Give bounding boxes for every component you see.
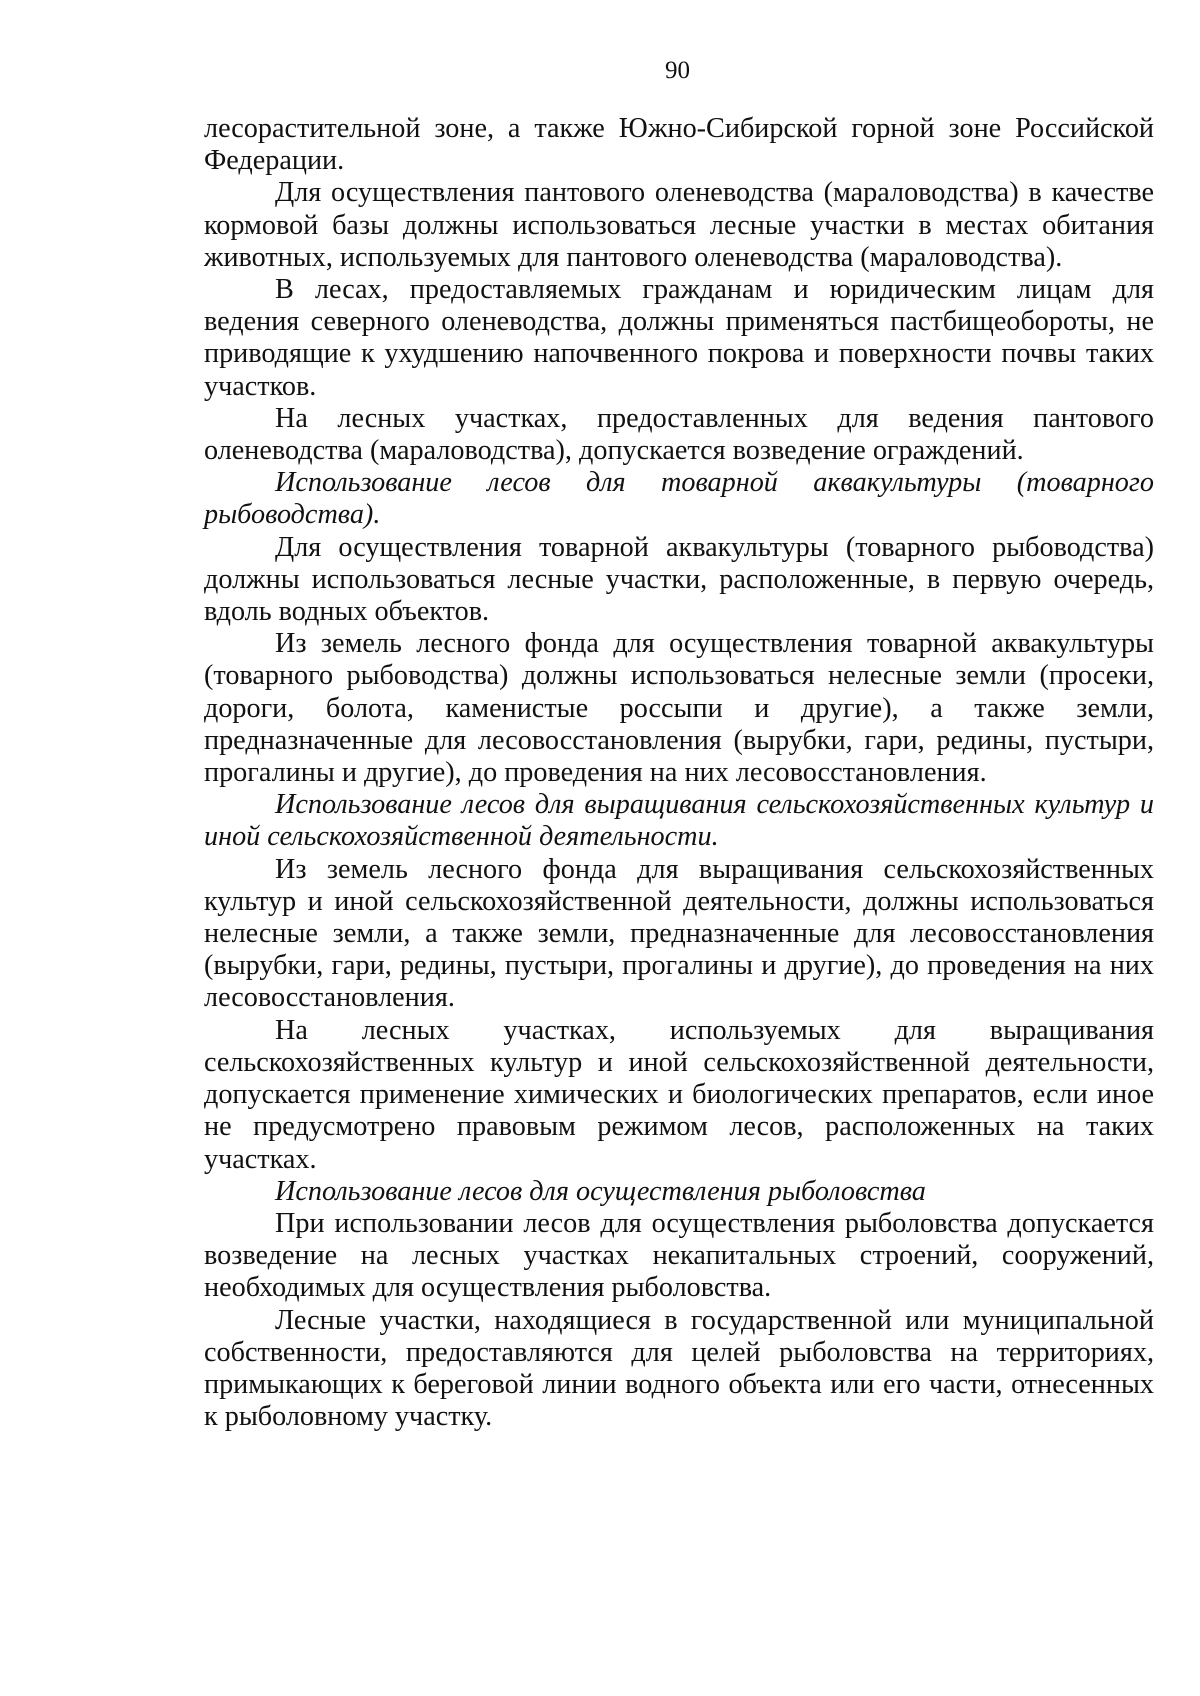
paragraph: Из земель лесного фонда для осуществления товарной аквакультуры (товарного рыбоводства) должны использоваться нелесные земли (просеки, дороги, болота, каменистые россыпи и другие), а также земли, предназначенные для лесовосстановления (вырубки, гари, редины, пустыри, прогалины и другие), до проведения на них лесовосстановления. — [204, 628, 1154, 789]
paragraph-continuation: лесорастительной зоне, а также Южно-Сибирской горной зоне Российской Федерации. — [204, 113, 1154, 177]
paragraph: При использовании лесов для осуществления рыболовства допускается возведение на лесных участках некапитальных строений, сооружений, необходимых для осуществления рыболовства. — [204, 1207, 1154, 1304]
page-number: 90 — [665, 57, 690, 84]
paragraph: На лесных участках, используемых для выращивания сельскохозяйственных культур и иной сельскохозяйственной деятельности, допускается применение химических и биологических препаратов, если иное не предусмотрено правовым режимом лесов, расположенных на таких участках. — [204, 1014, 1154, 1175]
paragraph: Лесные участки, находящиеся в государственной или муниципальной собственности, предоставляются для целей рыболовства на территориях, примыкающих к береговой линии водного объекта или его части, отнесенных к рыболовному участку. — [204, 1304, 1154, 1433]
paragraph: На лесных участках, предоставленных для ведения пантового оленеводства (мараловодства), допускается возведение ограждений. — [204, 402, 1154, 467]
paragraph: Для осуществления пантового оленеводства (мараловодства) в качестве кормовой базы должны использоваться лесные участки в местах обитания животных, используемых для пантового оленеводства (мараловодства). — [204, 177, 1154, 273]
section-heading-aquaculture: Использование лесов для товарной аквакультуры (товарного рыбоводства). — [204, 467, 1154, 531]
section-heading-agriculture: Использование лесов для выращивания сельскохозяйственных культур и иной сельскохозяйственной деятельности. — [204, 789, 1154, 853]
paragraph: В лесах, предоставляемых гражданам и юридическим лицам для ведения северного оленеводства, должны применяться пастбищеобороты, не приводящие к ухудшению напочвенного покрова и поверхности почвы таких участков. — [204, 274, 1154, 402]
document-body — [204, 113, 1154, 1433]
paragraph: Для осуществления товарной аквакультуры (товарного рыбоводства) должны использоваться лесные участки, расположенные, в первую очередь, вдоль водных объектов. — [204, 531, 1154, 628]
section-heading-fishing: Использование лесов для осуществления рыболовства — [275, 1175, 926, 1207]
paragraph: Из земель лесного фонда для выращивания сельскохозяйственных культур и иной сельскохозяйственной деятельности, должны использоваться нелесные земли, а также земли, предназначенные для лесовосстановления (вырубки, гари, редины, пустыри, прогалины и другие), до проведения на них лесовосстановления. — [204, 853, 1154, 1014]
